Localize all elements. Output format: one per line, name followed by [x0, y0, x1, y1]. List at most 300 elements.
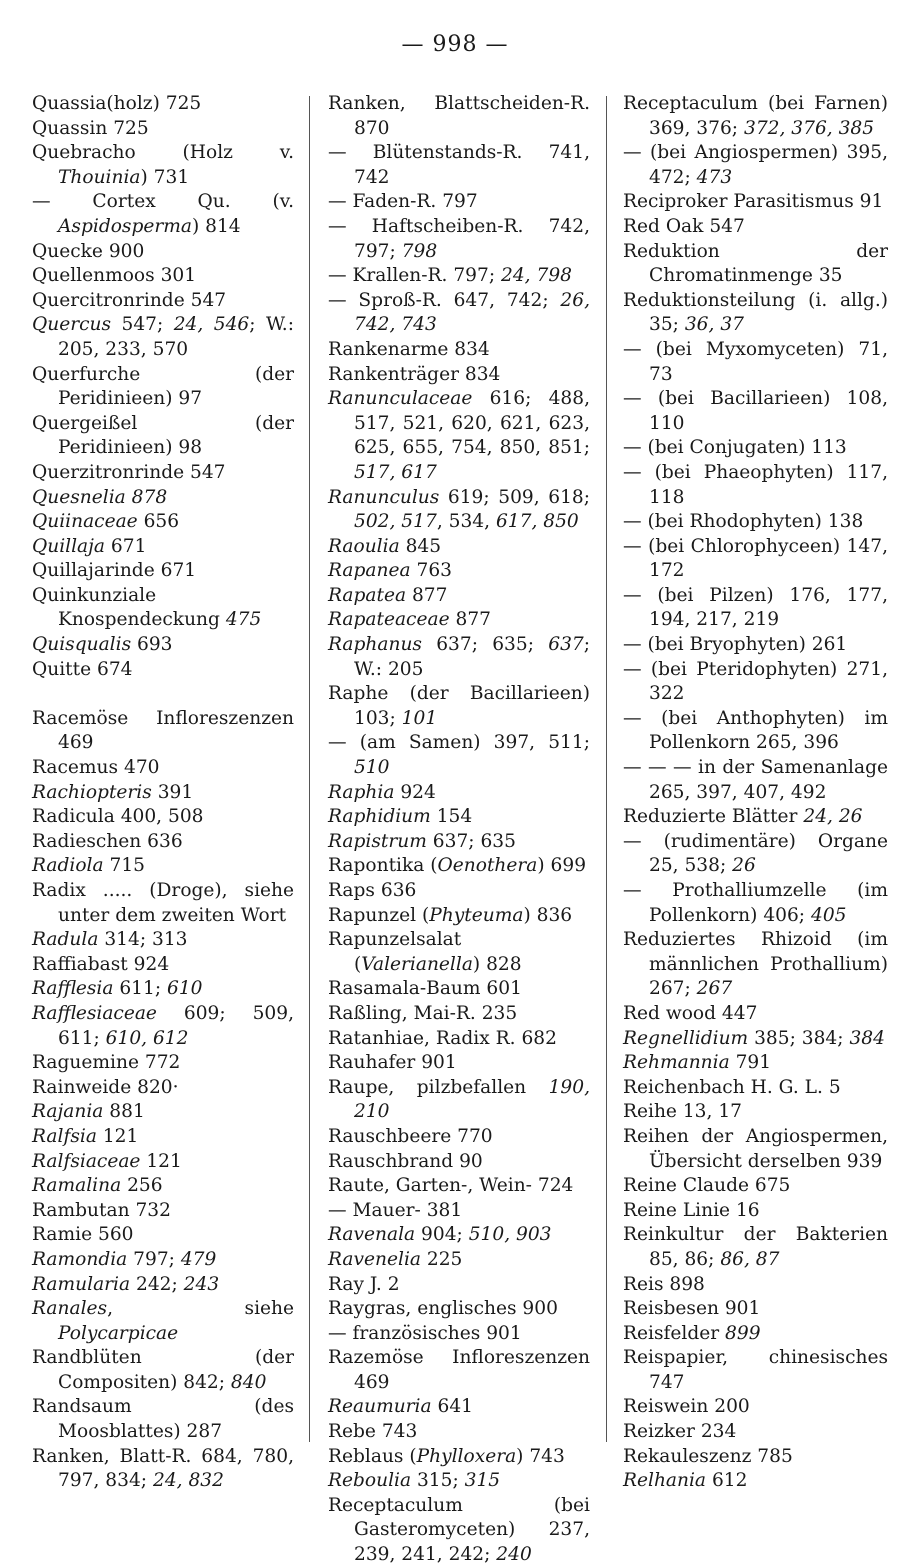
entry-term-italic: Relhania [623, 1470, 707, 1492]
index-entry [328, 904, 590, 929]
entry-text: 845 [399, 535, 442, 557]
entry-text: Rankenträger 834 [328, 363, 501, 385]
index-entry [623, 1297, 888, 1322]
entry-text: Reiswein 200 [623, 1396, 750, 1418]
entry-text: Reisfelder [623, 1322, 726, 1344]
entry-text: 763 [410, 560, 452, 582]
entry-text: Razemöse Infloreszenzen 469 [328, 1347, 590, 1393]
entry-text: 637; 635 [426, 830, 516, 852]
index-entry [328, 1494, 590, 1568]
entry-text: ) 828 [472, 953, 522, 975]
index-entry [623, 1076, 888, 1101]
entry-text: Reduziertes Rhizoid (im männlichen Prothallium) 267; [623, 929, 888, 1000]
entry-text: — französisches 901 [328, 1322, 522, 1344]
index-entry [32, 1273, 294, 1298]
entry-term-italic: Quiinaceae [32, 511, 138, 533]
entry-text: Reispapier, chinesisches 747 [623, 1347, 888, 1393]
entry-term-italic: 510 [354, 757, 390, 779]
entry-term-italic: 86, 87 [720, 1248, 780, 1270]
entry-term-italic: Rehmannia [623, 1052, 730, 1074]
entry-text: 904; [415, 1224, 469, 1246]
index-entry [328, 879, 590, 904]
entry-text: Reblaus ( [328, 1445, 417, 1467]
section-gap [32, 682, 294, 707]
index-entry [328, 1150, 590, 1175]
index-entry [32, 1445, 294, 1494]
entry-term-italic: Quillaja [32, 535, 105, 557]
entry-text: Quassia(holz) 725 [32, 93, 202, 114]
index-entry [32, 633, 294, 658]
index-entry [32, 1051, 294, 1076]
index-entry [623, 633, 888, 658]
entry-text: 797; [127, 1248, 181, 1270]
index-entry [328, 781, 590, 806]
entry-text: Raps 636 [328, 880, 417, 901]
entry-term-italic: Raphia [328, 781, 395, 803]
index-entry [328, 731, 590, 780]
entry-text: Reichenbach H. G. L. 5 [623, 1076, 841, 1098]
index-column-2 [328, 92, 590, 1568]
entry-text: Rekauleszenz 785 [623, 1445, 793, 1467]
entry-text: Quassin 725 [32, 117, 149, 139]
index-entry [32, 1395, 294, 1444]
index-entry [328, 1027, 590, 1052]
index-entry [32, 559, 294, 584]
entry-text: — (bei Bryophyten) 261 [623, 634, 848, 656]
index-entry [623, 1174, 888, 1199]
index-entry [623, 141, 888, 190]
entry-text: — (bei Phaeophyten) 117, 118 [623, 461, 888, 508]
index-entry [32, 584, 294, 633]
entry-text: 791 [729, 1052, 772, 1074]
entry-text: Ratanhiae, Radix R. 682 [328, 1027, 557, 1049]
index-entry [623, 658, 888, 707]
index-entry [623, 436, 888, 461]
index-entry [328, 1076, 590, 1125]
entry-term-italic: Rapatea [328, 584, 407, 606]
index-entry [32, 658, 294, 683]
entry-text: 121 [96, 1125, 139, 1147]
entry-text: 385; 384; [748, 1027, 850, 1049]
entry-term-italic: Ranunculaceae [328, 388, 473, 410]
index-entry [623, 879, 888, 928]
index-entry [32, 805, 294, 830]
index-entry [32, 1346, 294, 1395]
entry-term-italic: Rafflesiaceae [32, 1002, 157, 1024]
index-entry [623, 1469, 888, 1494]
index-entry [328, 928, 590, 977]
entry-text: 619; 509, 618; [439, 486, 590, 508]
entry-text: — Prothalliumzelle (im Pollenkorn) 406; [623, 880, 888, 926]
index-entry [328, 215, 590, 264]
index-entry [328, 190, 590, 215]
index-entry [32, 461, 294, 486]
entry-text: — (rudimentäre) Organe 25, 538; [623, 830, 888, 877]
index-entry [328, 338, 590, 363]
entry-term-italic: 878 [131, 486, 168, 508]
entry-term-italic: 315 [464, 1470, 501, 1492]
index-entry [328, 289, 590, 338]
index-entry [328, 1273, 590, 1298]
page-number: — 998 — [401, 32, 509, 57]
entry-text: Receptaculum (bei Gasteromyceten) 237, 239, 241, 242; [328, 1494, 590, 1566]
entry-text: — (bei Myxomyceten) 71, 73 [623, 338, 888, 385]
entry-term-italic: 899 [725, 1322, 761, 1344]
entry-text: 715 [103, 855, 145, 877]
entry-term-italic: 243 [183, 1273, 220, 1295]
entry-text: 877 [406, 584, 448, 606]
entry-term-italic: 24, 798 [501, 265, 572, 287]
index-entry [328, 264, 590, 289]
entry-text: Raupe, pilzbefallen [328, 1076, 549, 1098]
entry-term-italic: 101 [401, 707, 438, 729]
entry-text: 641 [431, 1396, 473, 1418]
index-entry [32, 264, 294, 289]
index-entry [328, 559, 590, 584]
index-entry [623, 584, 888, 633]
entry-text: Querzitronrinde 547 [32, 461, 226, 483]
entry-text: Rapunzel ( [328, 904, 430, 926]
index-entry [623, 1100, 888, 1125]
index-entry [623, 1051, 888, 1076]
entry-text: Quellenmoos 301 [32, 265, 197, 287]
entry-text: Rambutan 732 [32, 1199, 171, 1221]
entry-text: — Blütenstands-R. 741, 742 [328, 142, 590, 188]
entry-term-italic: Quisqualis [32, 634, 132, 656]
index-entry [32, 1076, 294, 1101]
index-entry [328, 92, 590, 141]
entry-term-italic: Phyteuma [429, 904, 524, 926]
index-entry [623, 707, 888, 756]
index-entry [328, 608, 590, 633]
entry-term-italic: 517, 617 [354, 461, 437, 483]
entry-term-italic: Rapateaceae [328, 609, 450, 631]
entry-term-italic: 26, 742, 743 [354, 289, 590, 336]
entry-text: 881 [103, 1101, 145, 1123]
entry-text: Quillajarinde 671 [32, 560, 197, 582]
index-entry [623, 830, 888, 879]
entry-term-italic: Rapanea [328, 560, 411, 582]
index-entry [32, 1223, 294, 1248]
entry-text: Quercitronrinde 547 [32, 289, 227, 311]
index-entry [32, 313, 294, 362]
entry-text: 671 [105, 535, 147, 557]
entry-term-italic: 190, 210 [354, 1076, 590, 1123]
entry-text: 121 [140, 1150, 182, 1172]
entry-text: — (bei Pteridophyten) 271, 322 [623, 658, 888, 705]
entry-text: — (bei Rhodophyten) 138 [623, 511, 864, 533]
entry-term-italic: Ravenala [328, 1224, 416, 1246]
entry-term-italic: Rapistrum [328, 830, 427, 852]
entry-text: — Haftscheiben-R. 742, 797; [328, 215, 590, 262]
entry-term-italic: Ralfsiaceae [32, 1150, 141, 1172]
entry-term-italic: Ramondia [32, 1248, 128, 1270]
entry-term-italic: Ralfsia [32, 1125, 97, 1147]
entry-term-italic: 36, 37 [684, 314, 744, 336]
entry-term-italic: 24, 832 [152, 1470, 224, 1492]
entry-text: — Faden-R. 797 [328, 191, 478, 213]
index-entry [623, 535, 888, 584]
index-entry [328, 977, 590, 1002]
entry-text: Reihe 13, 17 [623, 1101, 742, 1123]
entry-term-italic: 405 [810, 904, 847, 926]
index-entry [623, 756, 888, 805]
index-entry [328, 141, 590, 190]
entry-text: Radicula 400, 508 [32, 806, 204, 828]
index-entry [328, 1445, 590, 1470]
entry-text: Red Oak 547 [623, 215, 745, 237]
entry-term-italic: Oenothera [437, 855, 538, 877]
entry-term-italic: Quesnelia [32, 486, 126, 508]
entry-text: Receptaculum (bei Farnen) 369, 376; [623, 93, 888, 139]
entry-text: 256 [121, 1175, 163, 1197]
index-entry [32, 977, 294, 1002]
index-entry [32, 117, 294, 142]
entry-term-italic: 24, 26 [803, 806, 863, 828]
index-entry [623, 1002, 888, 1027]
index-entry [32, 1002, 294, 1051]
entry-term-italic: Ranunculus [328, 486, 440, 508]
entry-term-italic: 267 [696, 978, 733, 1000]
entry-term-italic: 479 [180, 1248, 217, 1270]
entry-text: Quebracho (Holz v. [32, 142, 294, 164]
entry-term-italic: Raphanus [328, 634, 422, 656]
entry-text: 616; 488, 517, 521, 620, 621, 623, 625, 655, 754, 850, 851; [354, 388, 590, 459]
entry-text: 315; [411, 1470, 465, 1492]
entry-term-italic: 617, 850 [495, 511, 579, 533]
index-entry [32, 510, 294, 535]
entry-text: Reduktion der Chromatinmenge 35 [623, 240, 888, 287]
entry-text: 242; [130, 1273, 184, 1295]
column-divider [309, 96, 310, 1442]
entry-term-italic: Rajania [32, 1101, 104, 1123]
entry-text: Rauschbrand 90 [328, 1150, 483, 1172]
column-divider [606, 96, 607, 1442]
index-entry [32, 830, 294, 855]
index-entry [32, 190, 294, 239]
entry-term-italic: Ramalina [32, 1175, 122, 1197]
entry-text: Raygras, englisches 900 [328, 1298, 558, 1320]
entry-text: Rapontika ( [328, 855, 438, 877]
entry-term-italic: 798 [401, 240, 438, 262]
entry-term-italic: 24, 546 [173, 314, 250, 336]
entry-text: — (am Samen) 397, 511; [328, 732, 590, 754]
entry-text: , siehe [107, 1298, 294, 1320]
entry-text: Ranken, Blatt-R. 684, 780, 797, 834; [32, 1445, 294, 1492]
index-entry [32, 141, 294, 190]
index-entry [623, 1420, 888, 1445]
entry-text: 924 [394, 781, 436, 803]
index-entry [623, 461, 888, 510]
index-entry [32, 289, 294, 314]
index-entry [32, 92, 294, 117]
index-entry [328, 1174, 590, 1199]
entry-text: Raßling, Mai-R. 235 [328, 1002, 518, 1024]
entry-text: Racemöse Infloreszenzen 469 [32, 707, 294, 754]
entry-text: Radix ..... (Droge), siehe unter dem zweiten Wort [32, 880, 294, 926]
index-entry [328, 1002, 590, 1027]
entry-text: Reine Claude 675 [623, 1175, 791, 1197]
index-entry [623, 1199, 888, 1224]
index-entry [623, 1027, 888, 1052]
entry-text: — Sproß-R. 647, 742; [328, 289, 561, 311]
index-entry [328, 854, 590, 879]
index-entry [623, 215, 888, 240]
index-entry [328, 486, 590, 535]
entry-term-italic: Regnellidium [623, 1027, 749, 1049]
index-entry [328, 1199, 590, 1224]
entry-term-italic: 610 [167, 978, 203, 1000]
index-entry [32, 1297, 294, 1346]
entry-text: ) 699 [537, 855, 587, 877]
entry-text: Raguemine 772 [32, 1052, 181, 1074]
entry-term-italic: 840 [230, 1371, 267, 1393]
entry-text: 225 [420, 1248, 463, 1270]
entry-text: — Krallen-R. 797; [328, 265, 502, 287]
index-entry [32, 1199, 294, 1224]
entry-text: Raute, Garten-, Wein- 724 [328, 1175, 574, 1197]
entry-text: — (bei Conjugaten) 113 [623, 437, 847, 459]
index-column-3 [623, 92, 888, 1494]
entry-term-italic: 475 [225, 609, 262, 631]
entry-term-italic: 26 [732, 855, 756, 877]
entry-text: Randsaum (des Moosblattes) 287 [32, 1396, 294, 1443]
index-entry [32, 781, 294, 806]
index-entry [328, 1248, 590, 1273]
index-entry [623, 289, 888, 338]
index-entry [328, 535, 590, 560]
entry-term-italic: Ramularia [32, 1273, 131, 1295]
entry-text: Reinkultur der Bakterien 85, 86; [623, 1224, 888, 1270]
index-entry [32, 412, 294, 461]
entry-text: 314; 313 [98, 929, 188, 951]
entry-text: — (bei Chlorophyceen) 147, 172 [623, 535, 888, 582]
index-entry [328, 633, 590, 682]
index-entry [623, 1273, 888, 1298]
index-entry [328, 1322, 590, 1347]
entry-text: ) 814 [191, 215, 241, 237]
entry-text: Ray J. 2 [328, 1273, 400, 1295]
entry-term-italic: Reaumuria [328, 1396, 432, 1418]
index-entry [328, 363, 590, 388]
index-entry [32, 707, 294, 756]
entry-term-italic: 240 [496, 1544, 532, 1566]
index-entry [32, 953, 294, 978]
index-column-1 [32, 92, 294, 1494]
entry-term-italic: Quercus [32, 314, 112, 336]
index-entry [328, 1297, 590, 1322]
index-entry [623, 1346, 888, 1395]
entry-text: — — — in der Samenanlage 265, 397, 407, 492 [623, 757, 888, 803]
entry-term-italic: 610, 612 [105, 1027, 189, 1049]
entry-text: 611; [113, 978, 167, 1000]
entry-text: Rankenarme 834 [328, 338, 490, 360]
entry-text: — Cortex Qu. (v. [32, 191, 294, 213]
entry-text: 609; 509, 611; [58, 1002, 294, 1049]
entry-text: — (bei Anthophyten) im Pollenkorn 265, 396 [623, 707, 888, 754]
index-entry [328, 1051, 590, 1076]
entry-text: Reciproker Parasitismus 91 [623, 191, 884, 213]
index-entry [32, 240, 294, 265]
entry-text: Quinkunziale Knospendeckung [32, 584, 226, 631]
index-entry [32, 1125, 294, 1150]
entry-text: Rasamala-Baum 601 [328, 978, 522, 1000]
index-entry [32, 1150, 294, 1175]
entry-text: — (bei Pilzen) 176, 177, 194, 217, 219 [623, 584, 888, 631]
entry-text: Raffiabast 924 [32, 953, 170, 975]
index-entry [328, 387, 590, 485]
index-entry [32, 363, 294, 412]
entry-text: 877 [449, 609, 491, 631]
entry-text: Reis 898 [623, 1273, 705, 1295]
index-entry [623, 92, 888, 141]
entry-text: Quecke 900 [32, 240, 145, 262]
index-entry [623, 928, 888, 1002]
entry-term-italic: 502, 517 [354, 511, 437, 533]
entry-text: Randblüten (der Compositen) 842; [32, 1347, 294, 1393]
entry-text: Reihen der Angiospermen, Übersicht derselben 939 [623, 1125, 888, 1172]
entry-term-italic: Radula [32, 929, 99, 951]
entry-text: Ramie 560 [32, 1224, 134, 1246]
entry-term-italic: 384 [849, 1027, 885, 1049]
index-entry [32, 1100, 294, 1125]
index-entry [328, 1125, 590, 1150]
entry-text: ) 836 [523, 904, 573, 926]
index-entry [623, 510, 888, 535]
entry-term-italic: Polycarpicae [58, 1322, 179, 1344]
entry-text: Quergeißel (der Peridinieen) 98 [32, 412, 294, 459]
entry-text: 693 [131, 634, 173, 656]
index-entry [328, 805, 590, 830]
index-entry [32, 879, 294, 928]
entry-term-italic: Ravenelia [328, 1248, 421, 1270]
index-entry [623, 338, 888, 387]
entry-term-italic: Phylloxera [416, 1445, 517, 1467]
entry-text: Rauhafer 901 [328, 1052, 457, 1074]
entry-text: ) 743 [516, 1445, 565, 1467]
entry-term-italic: Radiola [32, 855, 104, 877]
entry-text: , 534, [436, 511, 496, 533]
index-entry [328, 1395, 590, 1420]
index-entry [32, 486, 294, 511]
entry-text: Reisbesen 901 [623, 1298, 761, 1320]
entry-term-italic: Aspidosperma [58, 215, 192, 237]
entry-text: — Mauer- 381 [328, 1199, 463, 1221]
entry-text: Rebe 743 [328, 1421, 418, 1443]
entry-text: Red wood 447 [623, 1002, 758, 1024]
index-entry [32, 1174, 294, 1199]
index-entry [623, 1445, 888, 1470]
index-entry [328, 584, 590, 609]
entry-text: Querfurche (der Peridinieen) 97 [32, 363, 294, 410]
entry-text: 656 [137, 511, 180, 533]
entry-term-italic: 510, 903 [468, 1224, 552, 1246]
index-entry [32, 1248, 294, 1273]
entry-text: 637; 635; [421, 634, 549, 656]
entry-text: Radieschen 636 [32, 830, 183, 852]
entry-text: ; W.: 205, 233, 570 [58, 314, 294, 360]
entry-text: 612 [706, 1470, 748, 1492]
entry-term-italic: Reboulia [328, 1470, 412, 1492]
entry-text: 154 [430, 806, 473, 828]
entry-term-italic: Ranales [32, 1298, 108, 1320]
entry-text: Rauschbeere 770 [328, 1125, 493, 1147]
entry-text: Ranken, Blattscheiden-R. 870 [328, 93, 590, 139]
entry-term-italic: Rafflesia [32, 978, 114, 1000]
index-entry [328, 830, 590, 855]
entry-term-italic: Thouinia [58, 166, 141, 188]
entry-text: Racemus 470 [32, 757, 160, 779]
